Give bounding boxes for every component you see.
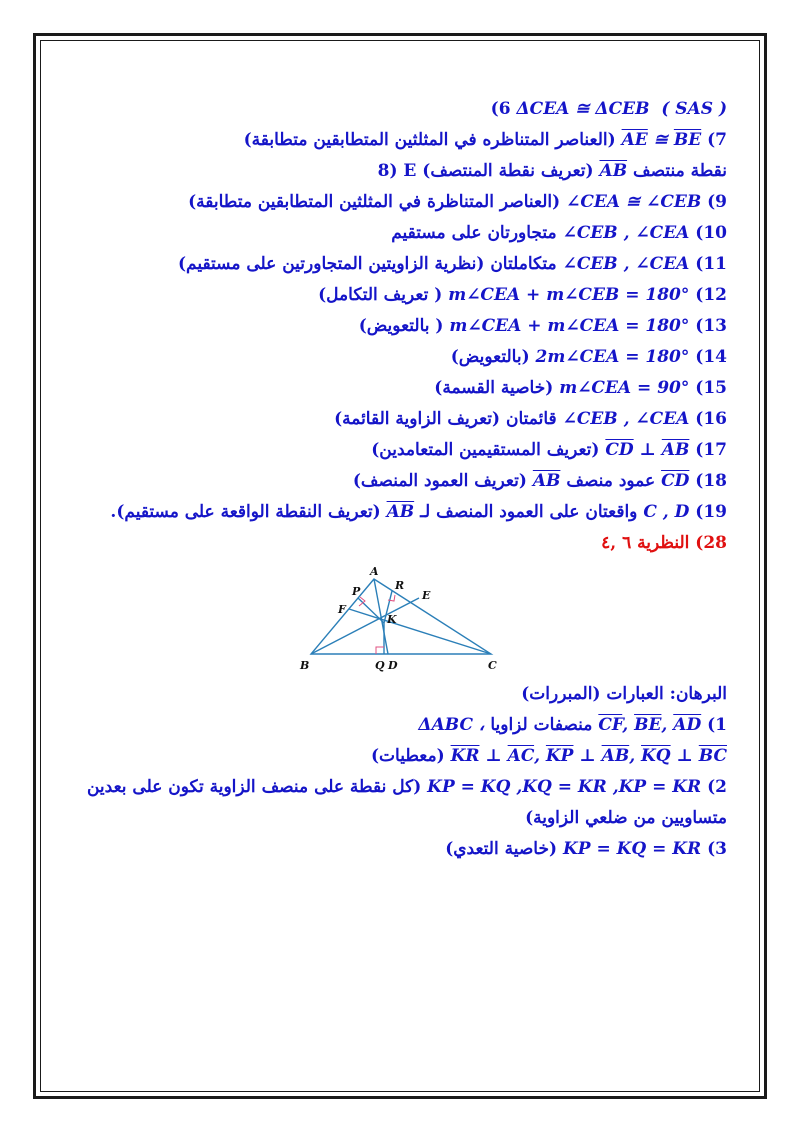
proof-line-14: 14) 2m∠CEA = 180° (بالتعويض) [450, 347, 727, 367]
right-angle-r [388, 595, 395, 601]
proof-line-11: 11) ∠CEB , ∠CEA متكاملتان (نظرية الزاويتين المتجاورتين على مستقيم) [177, 254, 727, 274]
proof-line-9: 9) ∠CEA ≅ ∠CEB (العناصر المتناظرة في المثلثين المتطابقين متطابقة) [188, 192, 727, 212]
proof-content [75, 94, 727, 865]
label-d: D [388, 659, 398, 672]
label-a: A [370, 565, 379, 578]
proof-line-7: 7) $\overline{AE}$ ≅ $\overline{BE}$ (العناصر المتناظره في المثلثين المتطابقين متطابقة) [243, 130, 727, 150]
theorem-heading: 28) النظرية ٦ ,٤ [601, 533, 727, 553]
bisector-cf [349, 609, 491, 654]
label-p: P [352, 585, 361, 598]
proof-line-16: 16) ∠CEB , ∠CEA قائمتان (تعريف الزاوية القائمة) [334, 409, 727, 429]
label-k: K [387, 613, 397, 626]
sas-reason: ( SAS ) [661, 99, 727, 119]
label-f: F [338, 603, 346, 616]
proof-step-3: 3) KP = KQ = KR (خاصية التعدي) [445, 839, 727, 859]
proof-line-10: 10) ∠CEB , ∠CEA متجاورتان على مستقيم [391, 223, 727, 243]
label-c: C [488, 659, 497, 672]
proof-line-6: (6 ΔCEA ≅ ΔCEB ( SAS ) [490, 99, 727, 119]
proof-line-12: 12) m∠CEA + m∠CEB = 180° ( تعريف التكامل) [318, 285, 727, 305]
label-e: E [422, 589, 431, 602]
triangle-figure [296, 565, 506, 677]
proof-line-17: 17) $\overline{CD}$ ⊥ $\overline{AB}$ (تعريف المستقيمين المتعامدين) [371, 440, 727, 460]
proof-step-1b: $\overline{KR}$ ⊥ $\overline{AC}$, $\overline{KP}$ ⊥ $\overline{AB}$, $\overline{KQ}$ ⊥ $\overline{BC}$ (معطيات) [371, 746, 727, 766]
label-r: R [395, 579, 405, 592]
label-q: Q [375, 659, 385, 672]
proof-line-15: 15) m∠CEA = 90° (خاصية القسمة) [434, 378, 727, 398]
proof-line-19: 19) C , D واقعتان على العمود المنصف لـ $\overline{AB}$ (تعريف النقطة الواقعة على مستقيم). [110, 502, 727, 522]
proof-line-18: 18) $\overline{CD}$ عمود منصف $\overline{AB}$ (تعريف العمود المنصف) [352, 471, 727, 491]
proof-line-13: 13) m∠CEA + m∠CEA = 180° ( بالتعويض) [358, 316, 727, 336]
proof-line-8: 8) E نقطة منتصف $\overline{AB}$ (تعريف نقطة المنتصف) [377, 161, 727, 181]
label-b: B [300, 659, 310, 672]
proof-step-2: 2) KP = KQ ,KQ = KR ,KP = KR (كل نقطة على منصف الزاوية تكون على بعدين متساويين من ضلعي الزاوية) [86, 777, 727, 828]
proof-step-1: 1) $\overline{CF}$, $\overline{BE}$, $\overline{AD}$ منصفات لزاويا ΔABC ، [418, 715, 727, 735]
right-angle-q [376, 647, 384, 654]
proof-header: البرهان: العبارات (المبررات) [521, 684, 727, 704]
